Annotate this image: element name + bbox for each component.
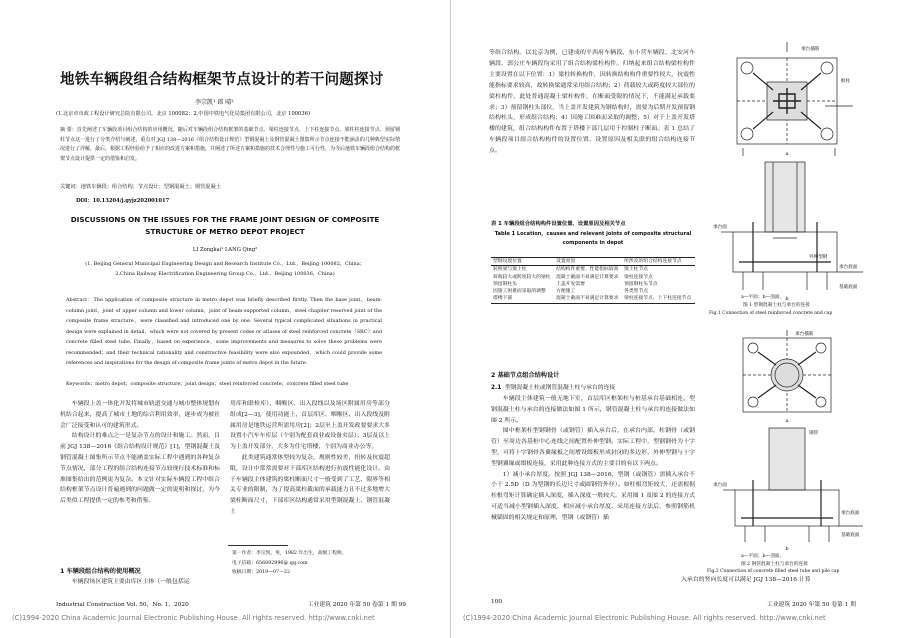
body-paragraph: 等组合结构。以北京为例，已建成的平西府车辆段、东小营车辆段、北安河车辆段、郭公庄车辆段均采用了组合结构梁柱构件。归纳起来组合结构梁柱构件主要设置在以下位置：1）梁柱转换构件，因转换结构构件重要性较大，抗震性能指标要求较高，故转换梁通常采用组合结构；2）荷载较大或跨度较大部位的梁柱构件，此处普通混凝土梁柱构件，在断面受限的情况下，不能满足承载要求；3）预留钢柱头部位，当上盖开发建筑为钢结构时，需要为后期开发预留钢结构柱头，形成组合结构；4）因施工困难而采取的调整；5）对于上盖开发塔楼的建筑，组合结构构件布置于塔楼下部几层用于控制柱子断面。表 1 总结了车辆段项目组合结构构件的设置位置、设置原因及相关联的组合结构连接节点。 [489,50,695,155]
table-cell: 方便施工 [556,289,576,295]
body-column-5 [681,575,891,586]
figure-2-drawing [713,330,873,552]
journal-footer: 工业建筑 2020 年第 50 卷第 1 期 [766,602,856,608]
figure-1-subcaption: a—平面；b—剖面。 [741,295,785,300]
footnote [232,549,346,578]
table-cell: 预留钢柱头节点 [624,281,658,287]
body-paragraph: 车辆段场区建筑主要由库区主体（一般包括运 [71,579,190,585]
figure-2-caption: 图 2 钢管混凝土柱与承台的连接 [741,562,808,567]
keywords-zh: 关键词：地铁车辆段；组合结构；节点设计；型钢混凝土；钢管混凝土 [60,184,221,190]
table-row [491,274,695,281]
figure-1-annotation: 承台面 [713,225,727,230]
table-cell: 梁柱连接节点 [624,274,653,280]
body-column-1-end [60,577,220,588]
table-header: 型钢设置位置 [491,258,554,266]
table-header: 设置原因 [554,258,622,266]
figure-1-annotation: 承台底面 [839,265,858,270]
table-header: 所涉及的组合结构连接节点 [622,258,695,266]
figure-2-annotation: 承台插筋 [795,332,814,337]
body-paragraph: 此类建筑通常体型较为复杂，规则性较差，扭转及抗震超限，设计中常常需要对下部库区结构进行抗震性能化设计。由于车辆段主体建筑的梁柱断面尺寸一般受到了工艺、限界等相关专业的限制，为了提高梁柱截面的承载能力且不过多地增大梁柱断面尺寸，下部库区结构通常采用型钢混凝土、钢管混凝土 [230,454,390,515]
table-row [491,288,695,295]
abstract-en: Abstract：The application of composite structure in metro depot was briefly described firstly. Then the base joint，beam-column joint，joint of upper column and lower column，joint of beam-supported column，steel chapiter reserved joint of the composite frame structure，were classified and introduced one by one. Several typical complicated situations in practical design were explained in detail，which were not covered by present codes or atlases of steel reinforced concrete（SRC）and concrete filled steel tube. Finally，based on experience，some improvements and measures to solve these problems were recommended；and their technical rationality and constructive feasibility were also expounded，which could provide some references and inspirations for the design of composite frame joints of metro depot in the future. [66,297,382,366]
figure-1-caption-en: Fig.1 Connection of steel reinforced concrete and cap [709,311,833,316]
figure-1-annotation: 承台插筋 [801,47,820,52]
table-cell: 梁上柱节点 [624,267,649,273]
table-cell: 混凝土截面不易满足计算要求 [554,295,622,303]
figure-1 [713,42,873,302]
body-column-3 [489,48,695,157]
body-column-4 [491,394,695,524]
abstract-zh: 摘 要：首先阐述了车辆段项目组合结构的应用概况，随后对车辆段组合结构框架的基础节点、梁柱连接节点、上下柱连接节点、梁柱柱连接节点、预留钢柱节点这一进行了分类介绍与阐述，重点对 JGJ 138—2016《组合结构设计规范》型钢混凝土及钢管混凝土图集所示节点连接不能涵盖的几种典型实际情况进行了详解，最后，根据工程经验给予了相应的改进方案和措施，并阐述了所述方案和措施的技术合理性与施工可行性，为今后地铁车辆段组合结构的框架节点设计提供一定的借鉴和启发。 [60,127,401,162]
figure-1-caption: 图 1 型钢混凝土柱与承台的连接 [743,303,810,308]
body-paragraph: 1）减小承台厚度。按照 JGJ 138—2016，型钢（或钢管）需插入承台不小于 2.5D（D 为型钢的长边尺寸或圆钢管外径）。如柱根弯矩较大，还需根据柱根弯矩计算确定插入深度，插入深度一般较大。采用图 1 及图 2 的连接方式可适当减小型钢插入深度，相应减小承台厚度。采用连接方法后，参照钢筋机械锚固的相关规定和原理，型钢（或钢管）插 [491,471,695,521]
affiliation-en [0,259,450,279]
section-heading-2: 2 基础节点组合结构设计 [491,372,560,379]
table-cell: 转换梁与梁上柱 [493,267,527,273]
figure-2-annotation: 钢管 [809,431,819,436]
table-header-row [491,258,695,266]
table-cell: 上盖开发需要 [556,281,585,287]
figure-2-subcaption: a—平面；b—剖面。 [741,554,785,559]
footnote-email: 电子信箱：656892996@.qq.com [232,560,308,566]
page-number-footer: 100 [491,599,503,605]
table-caption-en: Table 1 Location，causes and relevant joints of composite structural components in depot [494,231,692,246]
doi: DOI：10.13204/j.gyjz202001017 [76,198,170,204]
figure-2-annotation: 承台底面 [841,511,860,516]
footnote-received: 收稿日期：2019—07—22 [232,570,290,575]
keywords-en: Keywords：metro depot；composite structure；joint design；steel reinforced concrete；concrete filled steel tube [66,381,349,387]
figure-1-label-b: b [785,296,789,302]
subsection-number: 2.1 [491,385,502,391]
page-number-footer: 工业建筑 2020 年第 50 卷第 1 期 99 [307,602,406,608]
table-cell: 塔楼下部 [491,295,554,303]
figure-1-annotation: 框柱 [841,79,851,84]
table-row [491,295,695,303]
paper-title-en: DISCUSSIONS ON THE ISSUES FOR THE FRAME JOINT DESIGN OF COMPOSITE STRUCTURE OF METRO DEPOT PROJECT [70,215,380,236]
right-page [450,0,900,638]
body-paragraph: 结构设计的难点之一是复杂节点的设计和施工。然而，目前 JGJ 138—2016《组合结构设计规范》[1]，型钢混凝土及钢管混凝土图集所示节点不能涵盖实际工程中遇到的各种复杂节点情况，部分工程的组合结构连接节点较现行技术标准和标准图集给出的范例更为复杂。本文针对实际车辆段工程中组合结构框架节点设计普遍遇到的问题做一定的说明和探讨，为今后类似工程提供一定的参考和借鉴。 [60,433,220,505]
figure-1-drawing [713,42,873,302]
section-heading-1: 1 车辆段组合结构的使用概况 [60,568,141,575]
body-paragraph: 车辆段主体建筑一般无地下室，首层库区框架柱与桩基承台基础相连，型钢混凝土柱与承台的连接做法如图 1 所示，钢管混凝土柱与承台的连接做法如图 2 所示。 [491,396,695,424]
paper-title: 地铁车辆段组合结构框架节点设计的若干问题探讨 [60,71,384,88]
body-paragraph: 入承台的竖向长度可以满足 JGJ 138—2016 计算 [681,577,811,583]
figure-1-label-a: a [785,151,789,157]
footnote-author: 第一作者：李宗凯，男，1982 年出生，高级工程师。 [232,551,347,556]
journal-footer: Industrial Construction Vol. 50，No. 1，2020 [56,602,189,608]
authors: 李宗凯¹ 郎 晴² [195,99,234,106]
table-cell: 荷载较大或跨度较大的梁柱 [493,274,551,280]
body-column-1 [60,399,220,507]
table-caption: 表 1 车辆段组合结构构件设置位置、设置原因及相关节点 [491,221,626,227]
table-cell: 结构构件重要、性能指标较高 [556,267,619,273]
table-cell: 混凝土截面不易满足计算要求 [556,274,619,280]
copyright-watermark: (C)1994-2020 China Academic Journal Electronic Publishing House. All rights reserved. http://www.cnki.net [12,614,375,622]
table-cell: 梁柱连接节点、上下柱连接节点 [622,295,695,303]
table-cell: 预留钢柱头 [493,281,517,287]
subsection-heading [491,382,615,391]
body-column-2 [230,399,390,518]
table-cell: 各类型节点 [624,289,649,295]
figure-2-caption-en: Fig.2 Connection of concrete filled steel tube and pile cap [707,569,840,574]
footnote-rule [228,545,288,546]
figure-1-annotation: 基础底面 [839,285,858,290]
authors-en: LI Zongkai¹ LANG Qing² [192,247,258,253]
body-paragraph: 用库和联检库）、咽喉区、出入段线以及场区附属用房等部分组成[2—3]，使用功能上，首层库区、咽喉区、出入段线及附属用房是地铁运营所需用房[2]；2层至上盖开发政要要求大多设置小汽车车库层（个别为配套商业或设备夹层）；3层及以上为上盖开发部分，大多为住宅塔楼，个别为商业办公等。 [230,401,390,451]
figure-2-annotation: 承台面 [713,483,727,488]
table-row [491,266,695,274]
subsection-title: 型钢混凝土柱或钢管混凝土柱与承台的连接 [504,385,616,391]
location-table [491,257,695,304]
table-row [491,281,695,288]
affiliation-en-line-2: 2.China Railway Electrification Engineering Group Co.，Ltd.，Beijing 100036，China) [115,271,335,277]
figure-2 [713,330,873,552]
table-cell: 因施工困难而采取的调整 [493,289,546,295]
figure-2-annotation: 基础底面 [841,533,860,538]
body-paragraph: 车辆段上盖一体化开发将城市轨道交通与城市整体规划有机结合起来，提高了城市土地的综合利用效率，逐步成为被社会广泛接受和认可的建筑形式。 [60,401,220,429]
body-paragraph: 图中框架柱型钢钢骨（或钢管）插入承台后，在承台内部，柱钢骨（或钢管）至周边各基桩中心连线之间配置外伸型钢。实际工程中，型钢钢骨为十字型，可将十字钢骨各翼缘板之间增设缀板形成封闭的多边形，外伸型钢与十字型钢翼缘或缀板连接，采用此种连接方式的主要目的有以下两点。 [491,428,695,467]
affiliation-en-line-1: (1. Beijing General Municipal Engineering Design and Research Institute Co.，Ltd.，Beijing 100082，China； [85,261,365,267]
copyright-watermark: (C)1994-2020 China Academic Journal Electronic Publishing House. All rights reserved. http://www.cnki.net [463,614,826,622]
affiliation: (1.北京市市政工程设计研究总院有限公司，北京 100082；2.中国中铁电气化局集团有限公司，北京 100036) [56,111,310,117]
figure-2-label-b: b [785,546,789,552]
figure-1-annotation: 外伸型钢 [809,255,828,260]
figure-2-label-a: a [785,418,789,424]
